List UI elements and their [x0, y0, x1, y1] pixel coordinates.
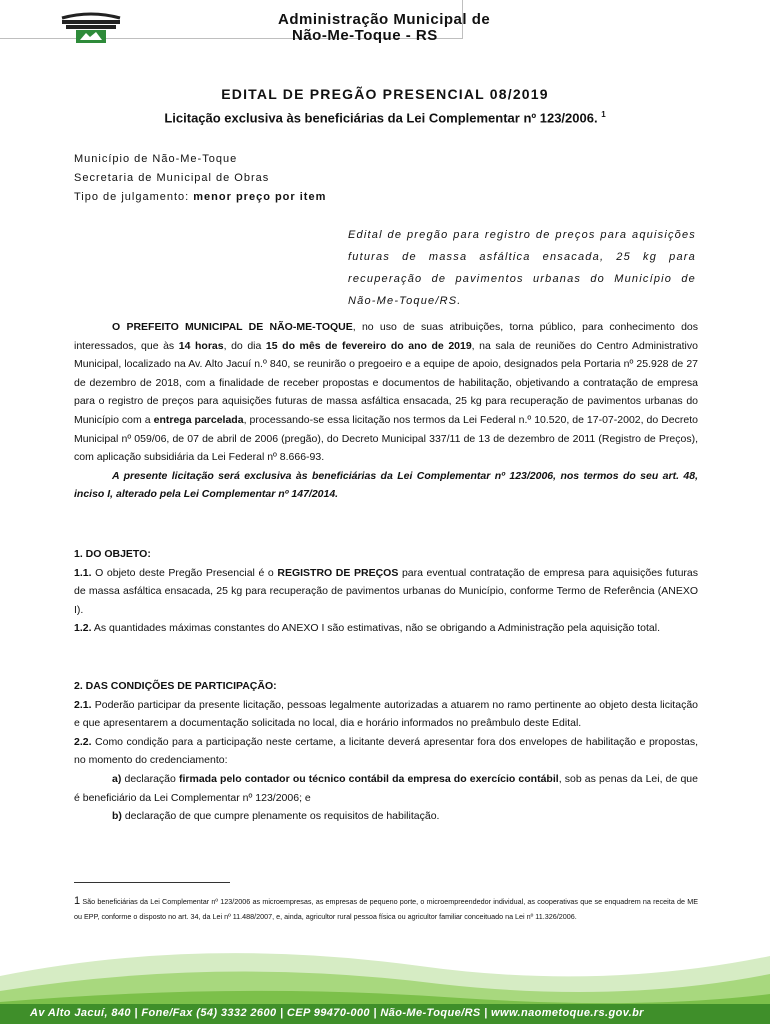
item-1-1-text-a: O objeto deste Pregão Presencial é o [91, 566, 278, 579]
date-bold: 15 do mês de fevereiro do ano de 2019 [265, 339, 472, 352]
preamble-text-d: , processando-se essa licitação nos termos da Lei Federal n.º 10.520, de 17-07-2002, do Decreto Municipal nº 059/06, de 07 de abril de 2006 (pregão), do Decreto Municipal 337/11 de 13 de dezembro de 2011 (Registro de Preços), com aplicação subsidiária da Lei Federal nº 8.666-93. [74, 413, 698, 464]
footnote-reference: 1 [601, 110, 606, 119]
section-objeto [74, 545, 698, 638]
item-a-bold: firmada pelo contador ou técnico contábil da empresa do exercício contábil [178, 772, 559, 785]
section-participacao [74, 677, 698, 826]
judgment-value: menor preço por item [193, 191, 327, 203]
document-title: EDITAL DE PREGÃO PRESENCIAL 08/2019 [221, 86, 549, 102]
item-b-text: declaração de que cumpre plenamente os requisitos de habilitação. [121, 810, 440, 823]
item-2-1-number: 2.1. [74, 698, 92, 711]
item-1-1-bold: REGISTRO DE PREÇOS [277, 566, 399, 579]
item-2-2-b [74, 807, 698, 826]
time-bold: 14 horas [178, 339, 224, 352]
delivery-bold: entrega parcelada [153, 413, 244, 426]
header-subtitle: Não-Me-Toque - RS [292, 27, 438, 44]
item-1-2 [74, 619, 698, 638]
document-meta [74, 150, 326, 207]
footnote-separator [74, 882, 230, 883]
item-2-2 [74, 733, 698, 770]
item-2-1 [74, 696, 698, 733]
item-2-2-text: Como condição para a participação neste certame, a licitante deverá apresentar fora dos envelopes de habilitação e propostas, no momento do credenciamento: [74, 735, 698, 767]
mayor-bold: O PREFEITO MUNICIPAL DE NÃO-ME-TOQUE [112, 321, 353, 333]
document-subtitle [0, 110, 770, 125]
section-1-heading: 1. DO OBJETO: [74, 548, 151, 560]
item-2-1-text: Poderão participar da presente licitação, pessoas legalmente autorizadas a atuarem no ramo pertinente ao objeto desta licitação e que apresentarem a documentação solicitada no local, dia e horário informados no preâmbulo deste Edital. [74, 698, 698, 730]
judgment-label: Tipo de julgamento: [74, 191, 190, 203]
item-a-text-1: declaração [121, 772, 179, 785]
item-2-2-a [74, 770, 698, 807]
item-1-1-text-b: para eventual contratação de empresa para aquisições futuras de massa asfáltica ensacada, 25 kg para recuperação de pavimentos urbanas do Município, conforme Termo de Referência (ANEXO I). [74, 566, 698, 616]
item-a-label: a) [112, 772, 122, 785]
preamble-paragraph [74, 318, 698, 467]
preamble-text-a: , no uso de suas atribuições, torna público, para conhecimento dos interessados, que às [74, 321, 698, 352]
footnote-text: São beneficiárias da Lei Complementar nº 123/2006 as microempresas, as empresas de pequeno porte, o microempreendedor individual, as cooperativas que se enquadrem na receita de ME ou EPP, conforme o disposto no art. 34, da Lei nº 11.488/2007, e, ainda, agricultor rural pessoa física ou agricultor familiar conceituado na Lei nº 11.326/2006. [74, 897, 698, 921]
header-title: Administração Municipal de [278, 11, 491, 28]
document-subtitle-text: Licitação exclusiva às beneficiárias da Lei Complementar nº 123/2006. [164, 110, 598, 126]
footnote [74, 894, 698, 924]
department-line: Secretaria de Municipal de Obras [74, 172, 270, 184]
municipality-logo [60, 12, 122, 44]
preamble [74, 318, 698, 504]
item-1-1-number: 1.1. [74, 566, 92, 579]
item-b-label: b) [112, 810, 122, 823]
preamble-text-c: , na sala de reuniões do Centro Administrativo Municipal, localizado na Av. Alto Jacuí n.º 840, se reunirão o pregoeiro e a equipe de apoio, designados pela Portaria nº 25.928 de 27 de dezembro de 2018, com a finalidade de receber propostas e documentos de habilitação, objetivando a contratação de empresa para o registro de preços para aquisições futuras de massa asfáltica ensacada, 25 kg para recuperação de pavimentos urbanas do Município com a [74, 339, 698, 426]
item-2-2-number: 2.2. [74, 735, 92, 748]
preamble-text-b: , do dia [223, 339, 266, 352]
item-1-1 [74, 564, 698, 620]
ementa: Edital de pregão para registro de preços para aquisições futuras de massa asfáltica ensacada, 25 kg para recuperação de pavimentos urbanas do Município de Não-Me-Toque/RS. [348, 229, 696, 307]
exclusivity-paragraph [74, 467, 698, 504]
item-1-2-number: 1.2. [74, 622, 92, 635]
municipality-line: Município de Não-Me-Toque [74, 153, 238, 165]
footer-address: Av Alto Jacuí, 840 | Fone/Fax (54) 3332 2600 | CEP 99470-000 | Não-Me-Toque/RS | www.naometoque.rs.gov.br [30, 1007, 644, 1019]
item-a-text-2: , sob as penas da Lei, de que é beneficiário da Lei Complementar nº 123/2006; e [74, 772, 698, 804]
judgment-line [74, 188, 326, 207]
footnote-number: 1 [74, 895, 81, 907]
section-2-heading: 2. DAS CONDIÇÕES DE PARTICIPAÇÃO: [74, 680, 277, 692]
item-1-2-text: As quantidades máximas constantes do ANEXO I são estimativas, não se obrigando a Administração pela aquisição total. [91, 622, 661, 635]
exclusivity-text: A presente licitação será exclusiva às beneficiárias da Lei Complementar nº 123/2006, nos termos do seu art. 48, inciso I, alterado pela Lei Complementar nº 147/2014. [74, 469, 698, 501]
page-header [0, 0, 770, 50]
